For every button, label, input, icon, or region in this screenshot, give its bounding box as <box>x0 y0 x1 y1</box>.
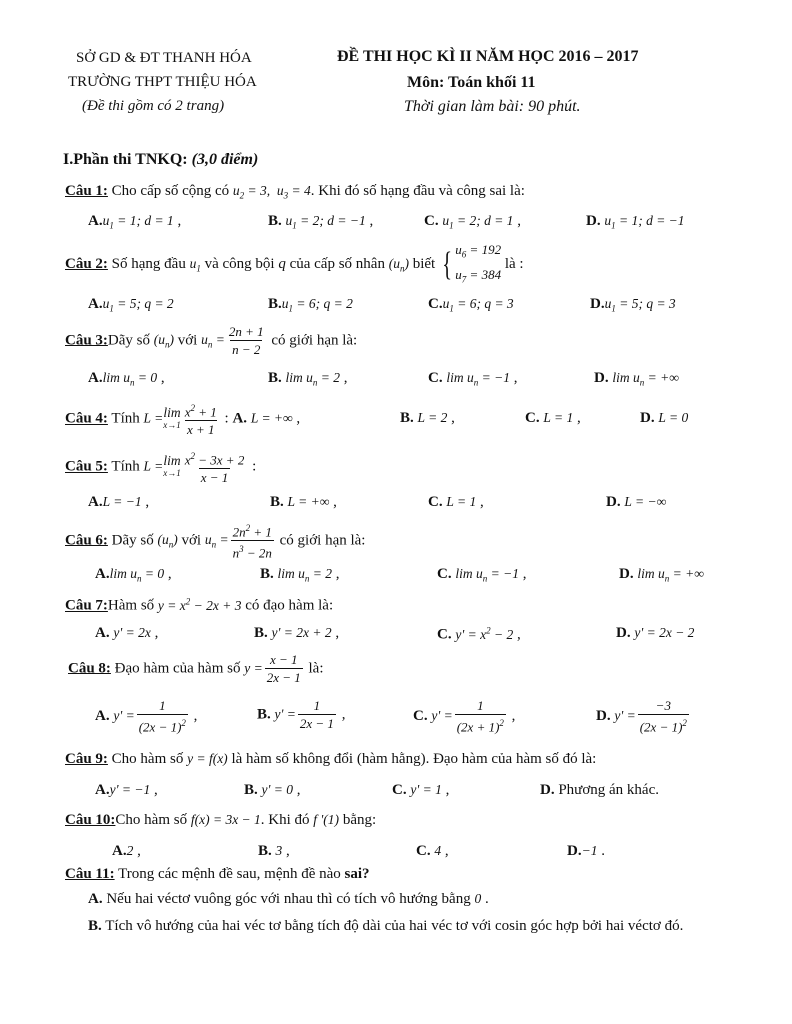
q8-option-c: C. y' = $\frac{1}{(2x + 1)^2}$ , <box>413 698 516 735</box>
q3-option-b: B. $\lim u_n = 2$ , <box>268 370 348 388</box>
question-8: Câu 8: Đạo hàm của hàm số y = $\frac{x - 1}{2x - 1}$ là: <box>68 652 324 685</box>
q5-option-c: C. L = 1 , <box>428 494 484 510</box>
school-name: TRƯỜNG THPT THIỆU HÓA <box>68 74 257 90</box>
q9-option-b: B. y' = 0 , <box>244 782 301 798</box>
q1-option-b: B. $u_1 = 2$; d = −1 , <box>268 213 374 231</box>
q11-option-a: A. Nếu hai véctơ vuông góc với nhau thì có tích vô hướng bằng 0 . <box>88 891 489 907</box>
q2-option-b: $B.u_1 = 6$; q = 2 <box>268 296 353 314</box>
q6-option-a: A.lim $u_n = 0$ , <box>95 566 172 584</box>
q8-option-d: D. y' = $\frac{-3}{(2x - 1)^2}$ <box>596 698 687 735</box>
q5-option-a: A.L = −1 , <box>88 494 150 510</box>
q10-option-c: C. 4 , <box>416 843 449 859</box>
q1-option-c: C. $u_1 = 2$; d = 1 , <box>424 213 521 231</box>
q2-option-d: $D.u_1 = 5$; q = 3 <box>590 296 676 314</box>
q5-option-d: D. L = −∞ <box>606 494 667 510</box>
subject-line: Môn: Toán khối 11 <box>407 74 536 91</box>
q11-option-b: B. Tích vô hướng của hai véc tơ bằng tích độ dài của hai véc tơ với cosin góc hợp bởi hai véctơ đó. <box>88 918 684 934</box>
time-line: Thời gian làm bài: 90 phút. <box>404 98 581 115</box>
question-6: Câu 6: Dãy số $(u_n)$ với $u_n$ = $\frac{2n^2 + 1}{n^3 - 2n}$ có giới hạn là: <box>65 523 366 561</box>
q3-option-d: D. $\lim u_n$ = +∞ <box>594 370 679 388</box>
q6-option-c: C. $\lim u_n = -1$ , <box>437 566 527 584</box>
question-9: Câu 9: Cho hàm số y = f(x) là hàm số không đổi (hàm hằng). Đạo hàm của hàm số đó là: <box>65 751 597 767</box>
q7-option-a: A. y' = 2x , <box>95 625 159 641</box>
q6-option-b: B. $\lim u_n = 2$ , <box>260 566 340 584</box>
q9-option-a: A.y' = −1 , <box>95 782 158 798</box>
q9-option-c: C. y' = 1 , <box>392 782 450 798</box>
question-2: Câu 2: Số hạng đầu $u_1$ và công bội q của cấp số nhân $(u_n)$ biết { $u_6 = 192$ $u_7 = 384$ là : <box>65 242 524 285</box>
q10-option-a: A.2 , <box>112 843 141 859</box>
section-title: I.Phần thi TNKQ: (3,0 điểm) <box>63 151 259 168</box>
question-3: Câu 3:Dãy số $(u_n)$ với $u_n$ = $\frac{2n + 1}{n - 2}$ có giới hạn là: <box>65 324 358 357</box>
q8-option-b: B. y' = $\frac{1}{2x - 1}$ , <box>257 698 346 731</box>
question-7: Câu 7:Hàm số $y = x^2 - 2x + 3$ có đạo hàm là: <box>65 596 334 614</box>
q8-option-a: A. y' = $\frac{1}{(2x - 1)^2}$ , <box>95 698 198 735</box>
department-name: SỞ GD & ĐT THANH HÓA <box>76 50 252 66</box>
question-5: Câu 5: Tính L = lim x→1 $\frac{x^2 - 3x + 2}{x - 1}$ : <box>65 451 257 486</box>
q3-option-a: A.lim $u_n = 0$ , <box>88 370 165 388</box>
q2-option-a: $A.u_1 = 5$; q = 2 <box>88 296 174 314</box>
q10-option-d: D.−1 . <box>567 843 605 859</box>
q5-option-b: B. L = +∞ , <box>270 494 337 510</box>
question-10: Câu 10:Cho hàm số f(x) = 3x − 1. Khi đó f '(1) bằng: <box>65 812 377 828</box>
q4-option-c: C. L = 1 , <box>525 410 581 426</box>
exam-title: ĐỀ THI HỌC KÌ II NĂM HỌC 2016 – 2017 <box>337 48 639 65</box>
q4-option-b: B. L = 2 , <box>400 410 455 426</box>
q6-option-d: D. $\lim u_n$ = +∞ <box>619 566 704 584</box>
q7-option-d: D. y' = 2x − 2 <box>616 625 695 641</box>
q4-option-d: D. L = 0 <box>640 410 689 426</box>
q10-option-b: B. 3 , <box>258 843 290 859</box>
q3-option-c: C. $\lim u_n = -1$ , <box>428 370 518 388</box>
q2-option-c: $C.u_1 = 6$; q = 3 <box>428 296 514 314</box>
pages-note: (Đề thi gồm có 2 trang) <box>82 98 225 114</box>
q7-option-c: C. $y' = x^2 - 2$ , <box>437 625 521 643</box>
question-1: Câu 1: Cho cấp số cộng có $u_2 = 3$, $u_3 = 4$. Khi đó số hạng đầu và công sai là: <box>65 183 525 201</box>
q1-option-a: $A.u_1 = 1$; d = 1 , <box>88 213 182 231</box>
q9-option-d: D. Phương án khác. <box>540 782 659 798</box>
q1-option-d: D. $u_1 = 1$; d = −1 <box>586 213 685 231</box>
question-4: Câu 4: Tính L = lim x→1 $\frac{x^2 + 1}{x + 1}$ : A. L = +∞ , <box>65 403 301 438</box>
q7-option-b: B. y' = 2x + 2 , <box>254 625 340 641</box>
question-11: Câu 11: Trong các mệnh đề sau, mệnh đề nào sai? <box>65 866 370 882</box>
